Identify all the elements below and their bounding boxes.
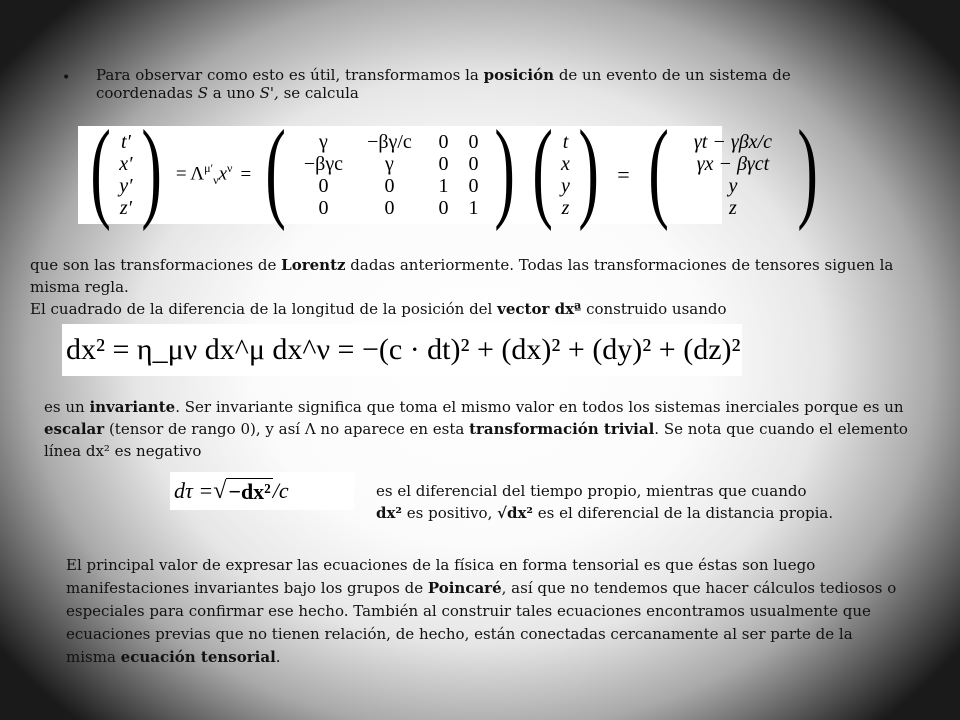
- lhs-entry-1: x′: [119, 152, 133, 175]
- matrix-cell-1-2: 0: [438, 152, 449, 175]
- lorentz-matrix-formula: ( t′ x′ y′ z′ ) = $\Lambda^{\mu'}_\nu x^\nu$ = ( γ −βγ/c 0 0 −βγc γ 0 0 0 0 1 0 0 0 0 1 ) ( t x y z ) = ( γt − γβx/c γx − βγct y z ): [78, 126, 722, 224]
- vector-entry-3: z: [561, 196, 570, 219]
- matrix-cell-2-0: 0: [318, 174, 329, 197]
- matrix-cell-3-2: 0: [438, 196, 449, 219]
- matrix-cell-0-0: γ: [319, 130, 328, 153]
- result-entry-1: γx − βγct: [696, 152, 770, 175]
- result-entry-0: γt − γβx/c: [693, 130, 772, 153]
- matrix-cell-0-1: −βγ/c: [367, 130, 412, 153]
- matrix-cell-0-3: 0: [468, 130, 479, 153]
- matrix-cell-3-1: 0: [384, 196, 395, 219]
- matrix-cell-2-3: 0: [468, 174, 479, 197]
- matrix-cell-3-3: 1: [468, 196, 479, 219]
- matrix-cell-3-0: 0: [318, 196, 329, 219]
- vector-entry-0: t: [562, 130, 569, 153]
- paragraph-invariant: es un invariante. Ser invariante significa que toma el mismo valor en todos los sistemas inerciales porque es un escalar (tensor de rango 0), y así Λ no aparece en esta transformación trivial. Se nota que cuando el elemento línea dx² es negativo: [44, 398, 908, 460]
- paragraph-proper-time: es el diferencial del tiempo propio, mientras que cuando dx² es positivo, √dx² es el diferencial de la distancia propia.: [376, 482, 834, 522]
- matrix-cell-1-1: γ: [385, 152, 394, 175]
- lhs-entry-0: t′: [120, 130, 131, 153]
- lhs-entry-2: y′: [119, 174, 133, 197]
- input-vector: [561, 131, 570, 219]
- paragraph-lorentz: que son las transformaciones de Lorentz dadas anteriormente. Todas las transformaciones de tensores siguen la misma regla. El cuadrado de la diferencia de la longitud de la posición del vector dxª construido usando: [30, 256, 894, 318]
- vector-entry-1: x: [561, 152, 570, 175]
- matrix-cell-1-3: 0: [468, 152, 479, 175]
- matrix-cell-2-2: 1: [438, 174, 449, 197]
- result-vector: [677, 131, 789, 219]
- interval-formula: [62, 324, 742, 376]
- result-entry-2: y: [728, 174, 738, 197]
- result-entry-3: z: [729, 196, 737, 219]
- lhs-vector: [119, 131, 132, 219]
- interval-formula-text: dx² = η_μν dx^μ dx^ν = −(c · dt)² + (dx)² + (dy)² + (dz)²: [66, 333, 741, 366]
- matrix-cell-0-2: 0: [438, 130, 449, 153]
- transform-matrix: [294, 131, 486, 219]
- paragraph-poincare: El principal valor de expresar las ecuaciones de la física en forma tensorial es que éstas son luego manifestaciones invariantes bajo los grupos de Poincaré, así que no tendemos que hacer cálculos tediosos o especiales para confirmar ese hecho. También al construir tales ecuaciones encontramos usualmente que ecuaciones previas que no tienen relación, de hecho, están conectadas cercanamente al ser parte de la misma ecuación tensorial.: [66, 556, 897, 666]
- bullet-text: Para observar como esto es útil, transformamos la posición de un evento de un sistema de coordenadas S a uno S', se calcula: [96, 66, 791, 102]
- lambda-operator: = $\Lambda^{\mu'}_\nu x^\nu$ =: [175, 161, 252, 188]
- matrix-cell-2-1: 0: [384, 174, 395, 197]
- proper-time-formula: dτ = √ −dx² /c: [170, 472, 354, 510]
- bullet-icon: •: [62, 70, 71, 86]
- lhs-entry-3: z′: [119, 196, 133, 219]
- matrix-cell-1-0: −βγc: [303, 152, 344, 175]
- vector-entry-2: y: [561, 174, 570, 197]
